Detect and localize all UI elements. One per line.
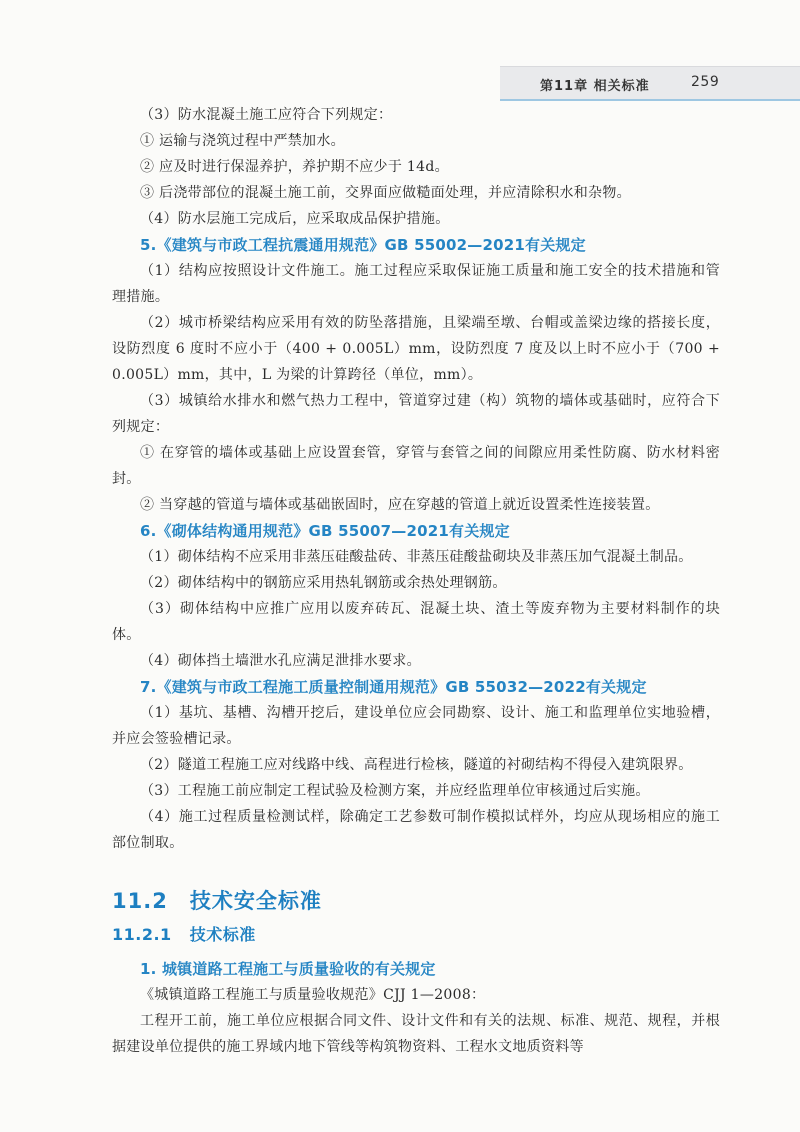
subsection-title: 技术标准 xyxy=(189,925,256,944)
paragraph: ① 在穿管的墙体或基础上应设置套管，穿管与套管之间的间隙应用柔性防腐、防水材料密封。 xyxy=(112,445,720,487)
paragraph: 《城镇道路工程施工与质量验收规范》CJJ 1—2008： xyxy=(140,987,486,1003)
section-spacer xyxy=(112,948,720,956)
paragraph: （2）隧道工程施工应对线路中线、高程进行检核，隧道的衬砌结构不得侵入建筑限界。 xyxy=(140,757,693,773)
paragraph: 工程开工前，施工单位应根据合同文件、设计文件和有关的法规、标准、规范、规程，并根据建设单位提供的施工界域内地下管线等构筑物资料、工程水文地质资料等 xyxy=(112,1013,720,1055)
paragraph: （1）结构应按照设计文件施工。施工过程应采取保证施工质量和施工安全的技术措施和管理措施。 xyxy=(112,263,720,305)
paragraph: （3）城镇给水排水和燃气热力工程中，管道穿过建（构）筑物的墙体或基础时，应符合下列规定： xyxy=(112,393,720,435)
section-number: 11.2 xyxy=(112,889,168,913)
page-body xyxy=(112,102,720,1060)
section-spacer xyxy=(112,856,720,886)
paragraph: （3）防水混凝土施工应符合下列规定： xyxy=(140,107,393,123)
chapter-title: 第11章 相关标准 xyxy=(540,79,650,94)
paragraph: （4）砌体挡土墙泄水孔应满足泄排水要求。 xyxy=(140,653,421,669)
paragraph: ② 当穿越的管道与墙体或基础嵌固时，应在穿越的管道上就近设置柔性连接装置。 xyxy=(140,497,660,513)
paragraph: ① 运输与浇筑过程中严禁加水。 xyxy=(140,133,345,149)
subsection-number: 11.2.1 xyxy=(112,925,172,944)
heading-item-1: 1. 城镇道路工程施工与质量验收的有关规定 xyxy=(140,960,436,978)
section-title: 技术安全标准 xyxy=(189,889,322,913)
paragraph: ③ 后浇带部位的混凝土施工前，交界面应做糙面处理，并应清除积水和杂物。 xyxy=(140,185,631,201)
page-number: 259 xyxy=(691,74,720,90)
paragraph: （4）施工过程质量检测试样，除确定工艺参数可制作模拟试样外，均应从现场相应的施工部位制取。 xyxy=(112,809,720,851)
paragraph: （3）工程施工前应制定工程试验及检测方案，并应经监理单位审核通过后实施。 xyxy=(140,783,650,799)
paragraph: （1）基坑、基槽、沟槽开挖后，建设单位应会同勘察、设计、施工和监理单位实地验槽，并应会签验槽记录。 xyxy=(112,705,720,747)
running-header xyxy=(500,66,800,101)
heading-item-6: 6.《砌体结构通用规范》GB 55007—2021有关规定 xyxy=(140,522,510,540)
section-heading xyxy=(112,886,720,916)
subsection-heading xyxy=(112,922,720,948)
paragraph: （3）砌体结构中应推广应用以废弃砖瓦、混凝土块、渣土等废弃物为主要材料制作的块体。 xyxy=(112,601,720,643)
paragraph: （1）砌体结构不应采用非蒸压硅酸盐砖、非蒸压硅酸盐砌块及非蒸压加气混凝土制品。 xyxy=(140,549,693,565)
paragraph: ② 应及时进行保湿养护，养护期不应少于 14d。 xyxy=(140,159,449,175)
heading-item-5: 5.《建筑与市政工程抗震通用规范》GB 55002—2021有关规定 xyxy=(140,236,586,254)
paragraph: （4）防水层施工完成后，应采取成品保护措施。 xyxy=(140,211,450,227)
paragraph: （2）砌体结构中的钢筋应采用热轧钢筋或余热处理钢筋。 xyxy=(140,575,507,591)
paragraph: （2）城市桥梁结构应采用有效的防坠落措施，且梁端至墩、台帽或盖梁边缘的搭接长度，设防烈度 6 度时不应小于（400 + 0.005L）mm，设防烈度 7 度及以上时不应小于（700 + 0.005L）mm，其中，L 为梁的计算跨径（单位，mm）。 xyxy=(112,315,720,383)
heading-item-7: 7.《建筑与市政工程施工质量控制通用规范》GB 55032—2022有关规定 xyxy=(140,678,647,696)
